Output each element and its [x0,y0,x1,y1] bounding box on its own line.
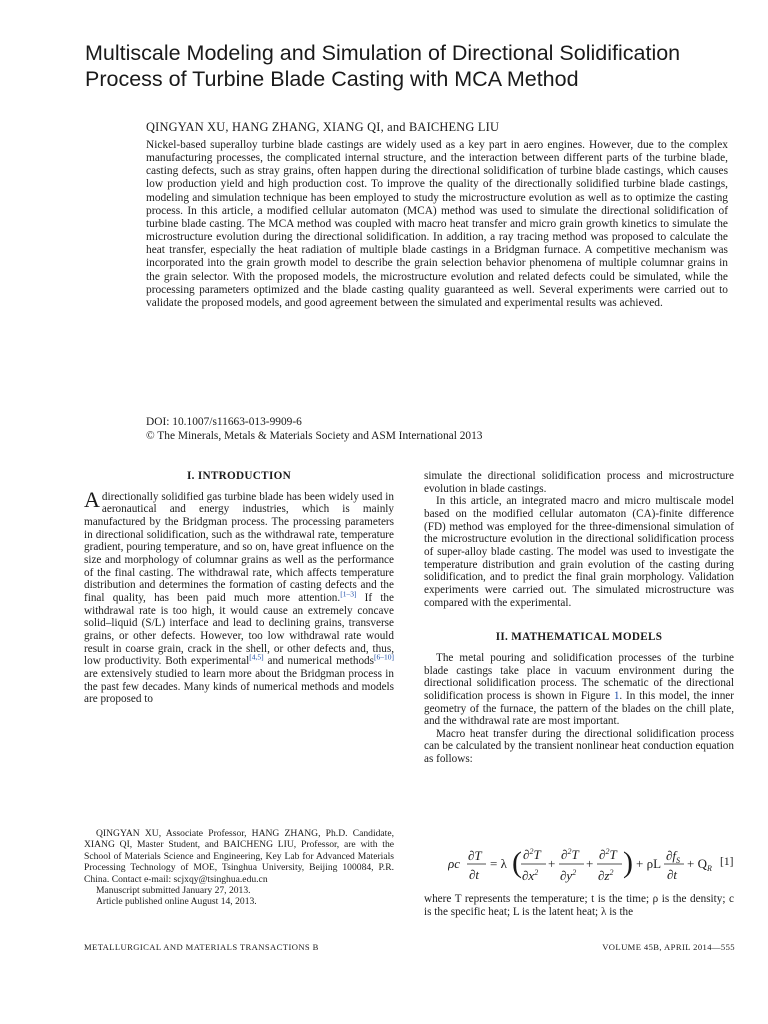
svg-text:∂x2: $\partial x^2$ [522,868,539,883]
section-heading-introduction: I. INTRODUCTION [187,470,291,482]
intro-text-c: and numerical methods [263,655,374,668]
drop-cap: A [84,486,100,512]
intro-text-d: are extensively studied to learn more about the Bridgman process in the past few decades. Many kinds of numerical methods and models are proposed to [84,667,394,706]
journal-name: METALLURGICAL AND MATERIALS TRANSACTIONS B [84,942,319,952]
intro-continued-paragraph: simulate the directional solidification process and microstructure evolution in blade castings. [424,470,734,495]
svg-text:∂2T: ∂$^2$T [599,847,617,862]
doi-link[interactable]: DOI: 10.1007/s11663-013-9909-6 [146,416,302,428]
svg-text:+ QR: + $Q_R$ [687,856,712,873]
svg-text:+: + [586,856,594,871]
svg-text:(: ( [512,846,522,879]
figure-link[interactable]: 1 [613,689,620,702]
intro-text-b: If the withdrawal rate is too high, it would cause an extremely concave solid–liquid (S/L) interface and lead to declining grains, transverse grains, or other defects. However, too low withdrawal rate would result in coarse grain, crack in the shell, or other defects and, thus, low productivity. Both experimental [84,591,394,668]
footnote-submitted: Manuscript submitted January 27, 2013. [96,885,251,897]
models-text-a: The metal pouring and solidification processes of the turbine blade castings take place in vacuum environment during the directional solidification process. The schematic of the directional solidification process is shown in Figure [424,651,734,702]
paper-title: Multiscale Modeling and Simulation of Directional Solidification Process of Turbine Blade Casting with MCA Method [85,41,681,91]
heat-conduction-equation [448,838,738,894]
citation-link[interactable]: [1–3] [340,589,357,599]
copyright-notice: © The Minerals, Metals & Materials Society and ASM International 2013 [146,430,483,442]
models-paragraph-1 [424,652,734,728]
intro-final-paragraph: In this article, an integrated macro and micro multiscale model based on the modified cellular automaton (CA)-finite difference (FD) method was employed for the three-dimensional simulation of the microstructure evolution in the directional solidification process of super-alloy blade casting. The model was used to investigate the temperature distribution and grain evolution of the casting during solidification, and to predict the final grain morphology. Validation experiments were carried out. The simulated microstructure was compared with the experimental. [424,495,734,609]
volume-page: VOLUME 45B, APRIL 2014—555 [602,942,735,952]
citation-link[interactable]: [6–10] [374,652,394,662]
svg-text:∂2T: ∂$^2$T [523,847,541,862]
svg-text:+: + [548,856,556,871]
models-paragraph-3: where T represents the temperature; t is the time; ρ is the density; c is the specific heat; L is the latent heat; λ is the [424,893,734,918]
svg-text:∂z2: $\partial z^2$ [598,868,614,883]
citation-link[interactable]: [4,5] [249,652,264,662]
left-column [84,470,394,706]
models-paragraph-2: Macro heat transfer during the directional solidification process can be calculated by the transient nonlinear heat conduction equation as follows: [424,727,734,766]
svg-text:): ) [623,846,633,879]
footnote-affiliation: QINGYAN XU, Associate Professor, HANG ZHANG, Ph.D. Candidate, XIANG QI, Master Student, and BAICHENG LIU, Professor, are with the School of Materials Science and Engineering, Key Lab for Advanced Materials Processing Technology of MOE, Tsinghua University, Beijing 100084, P.R. China. Contact e-mail: scjxqy@tsinghua.edu.cn [84,828,394,885]
svg-text:∂T: ∂T [468,848,482,863]
svg-text:∂t: ∂t [667,867,678,882]
equation-number: [1] [720,856,734,868]
svg-text:∂fS: $\partial f_S$ [666,848,681,865]
footnote-published: Article published online August 14, 2013. [96,896,257,908]
svg-text:∂t: ∂t [469,867,480,882]
models-text-b: . In this model, the inner geometry of the furnace, the pattern of the blades on the chill plate, and the withdrawal rate are most important. [424,689,734,728]
right-column [424,470,734,766]
abstract: Nickel-based superalloy turbine blade castings are widely used as a key part in aero engines. However, due to the complex manufacturing processes, the complicated internal structure, and the interaction between different parts of the turbine blade, casting defects, such as stray grains, often happen during the directional solidification of turbine blade castings, which causes low production yield and high production cost. To improve the quality of the directionally solidified turbine blade castings, modeling and simulation technique has been employed to study the microstructure evolution as well as to optimize the casting process. In this article, a modified cellular automaton (MCA) method was used to simulate the directional solidification of turbine blade casting. The MCA method was coupled with macro heat transfer and micro grain growth kinetics to simulate the microstructure evolution during the directional solidification. In addition, a ray tracing method was proposed to calculate the heat transfer, especially the heat radiation of multiple blade castings in a Bridgman furnace. A competitive mechanism was incorporated into the grain growth model to describe the grain selection behavior phenomena of multiple columnar grains in the grain selector. With the proposed models, the microstructure evolution and related defects could be simulated, while the processing parameters optimized and the blade casting quality guaranteed as well. Several experiments were carried out to validate the proposed models, and good agreement between the simulated and experimental results was achieved. [146,139,728,309]
svg-text:∂2T: ∂$^2$T [561,847,579,862]
svg-text:ρc: ρc [448,856,461,871]
intro-text-a: directionally solidified gas turbine blade has been widely used in aeronautical and energy industries, which is mainly manufactured by the Bridgman process. The processing parameters in directional solidification, such as the withdrawal rate, temperature gradient, pouring temperature, and so on, have great influence on the size and morphology of columnar grains as well as the performance of the final casting. The withdrawal rate, which affects temperature distribution and determines the formation of casting defects and the final quality, has been paid much more attention. [84,490,394,604]
svg-text:∂y2: $\partial y^2$ [560,868,577,883]
svg-text:= λ: = λ [490,856,507,871]
svg-text:+ ρL: + ρL [636,856,662,871]
intro-paragraph [84,486,394,706]
author-footnote [84,828,394,908]
section-heading-models: II. MATHEMATICAL MODELS [495,631,663,644]
author-list: QINGYAN XU, HANG ZHANG, XIANG QI, and BAICHENG LIU [146,120,500,134]
